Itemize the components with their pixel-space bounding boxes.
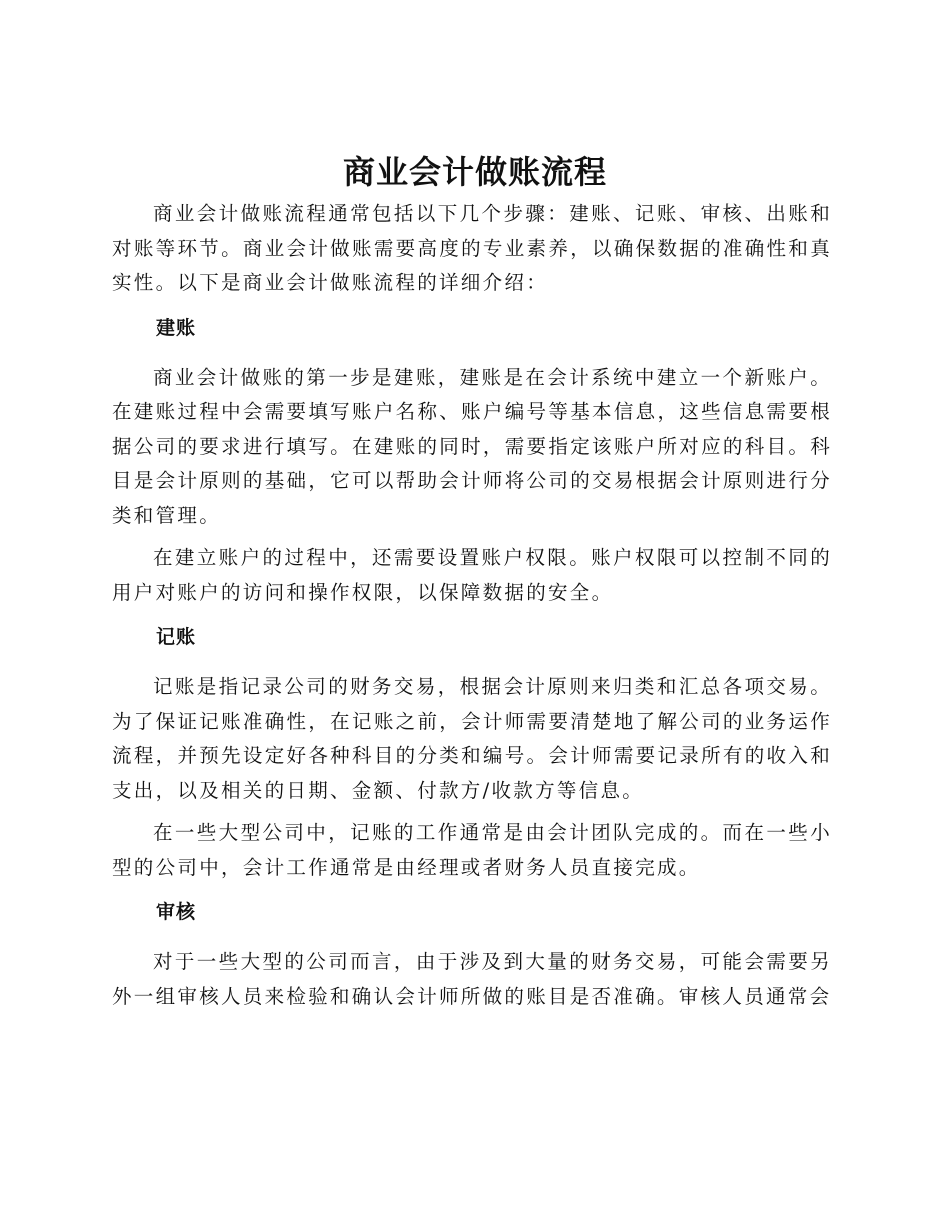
section-paragraph: 商业会计做账的第一步是建账，建账是在会计系统中建立一个新账户。在建账过程中会需要填写账户名称、账户编号等基本信息，这些信息需要根据公司的要求进行填写。在建账的同时，需要指定该账户所对应的科目。科目是会计原则的基础，它可以帮助会计师将公司的交易根据会计原则进行分类和管理。 (112, 365, 832, 527)
document-title: 商业会计做账流程 (342, 153, 607, 191)
section-shenhe (112, 895, 832, 1014)
section-heading: 建账 (156, 316, 197, 339)
section-paragraph: 在建立账户的过程中，还需要设置账户权限。账户权限可以控制不同的用户对账户的访问和操作权限，以保障数据的安全。 (112, 546, 832, 604)
document-body (112, 197, 832, 1022)
section-paragraph: 在一些大型公司中，记账的工作通常是由会计团队完成的。而在一些小型的公司中，会计工作通常是由经理或者财务人员直接完成。 (112, 821, 832, 879)
section-paragraph: 对于一些大型的公司而言，由于涉及到大量的财务交易，可能会需要另外一组审核人员来检验和确认会计师所做的账目是否准确。审核人员通常会 (112, 950, 832, 1008)
section-jizhang (112, 620, 832, 885)
section-heading: 审核 (156, 901, 197, 923)
section-jianzhang (112, 311, 832, 611)
intro-paragraph: 商业会计做账流程通常包括以下几个步骤：建账、记账、审核、出账和对账等环节。商业会计做账需要高度的专业素养，以确保数据的准确性和真实性。以下是商业会计做账流程的详细介绍： (112, 202, 832, 294)
section-paragraph: 记账是指记录公司的财务交易，根据会计原则来归类和汇总各项交易。为了保证记账准确性，在记账之前，会计师需要清楚地了解公司的业务运作流程，并预先设定好各种科目的分类和编号。会计师需要记录所有的收入和支出，以及相关的日期、金额、付款方/收款方等信息。 (112, 675, 832, 802)
section-heading: 记账 (156, 626, 197, 648)
